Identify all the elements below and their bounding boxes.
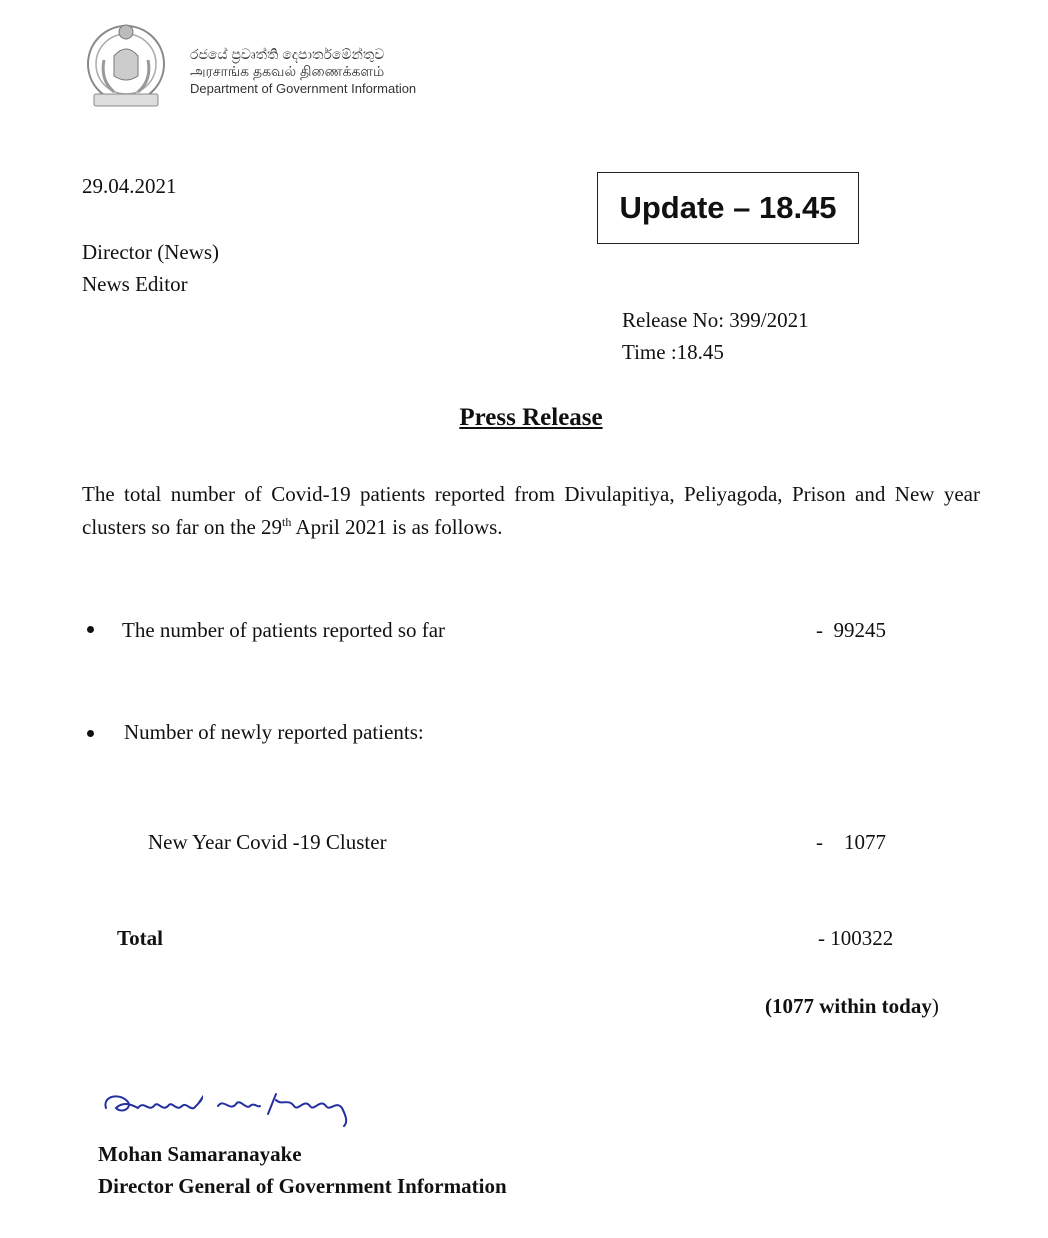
update-box [597,172,859,244]
intro-text: The total number of Covid-19 patients reported from Divulapitiya, Peliyagoda, Prison and New year clusters so far on the 29 [82,482,980,539]
update-label: Update – 18.45 [619,190,837,225]
intro-paragraph [82,478,980,544]
release-date: 29.04.2021 [82,174,177,198]
cluster-value: - 1077 [816,830,886,854]
total-label: Total [117,926,163,950]
recipient-director: Director (News) [82,240,220,264]
patients-reported-value: - 99245 [816,618,886,642]
release-time: Time :18.45 [622,340,724,364]
department-name-tamil: அரசாங்க தகவல் திணைக்களம் [190,63,385,79]
department-name-english: Department of Government Information [190,81,417,96]
today-note-close: ) [931,994,939,1018]
cluster-label: New Year Covid -19 Cluster [148,830,387,854]
release-number: Release No: 399/2021 [622,308,809,332]
intro-text-end: April 2021 is as follows. [291,515,503,539]
signatory-name: Mohan Samaranayake [98,1142,302,1166]
today-note-open: ( [765,994,772,1018]
bullet-marker [87,626,94,633]
total-value: - 100322 [818,926,894,950]
patients-reported-label: The number of patients reported so far [122,618,446,642]
department-name-sinhala: රජයේ ප්‍රවෘත්ති දෙපාර්තමේන්තුව [190,46,385,62]
today-note [765,990,939,1022]
signatory-title: Director General of Government Information [98,1174,507,1198]
department-names [190,46,416,97]
newly-reported-label: Number of newly reported patients: [124,720,424,744]
intro-ordinal: th [282,515,292,529]
government-emblem-icon [84,20,168,110]
bullet-marker [87,730,94,737]
recipient-editor: News Editor [82,272,188,296]
today-note-count: 1077 within today [772,994,932,1018]
press-release-heading: Press Release [459,404,603,431]
signature [98,1086,358,1130]
